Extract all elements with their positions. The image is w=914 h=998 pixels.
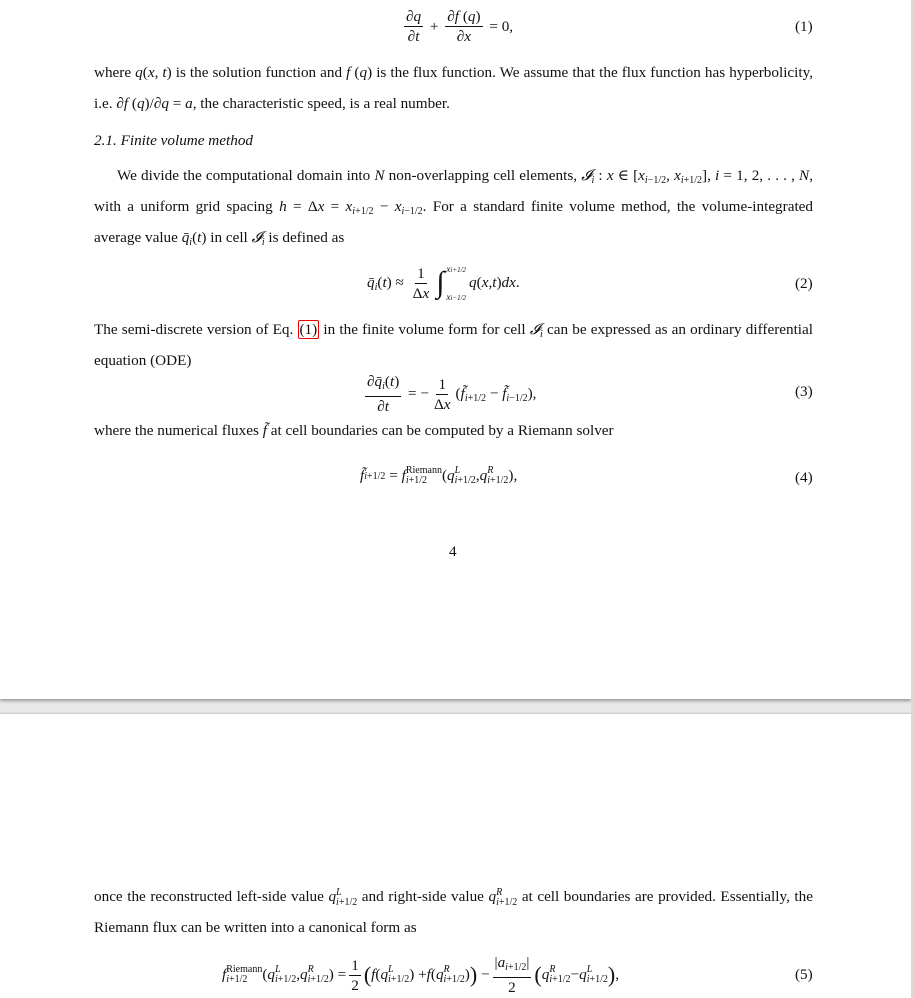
equation-1: $\frac{\partial q}{\partial t}$ + $\frac{\partial f (q)}{\partial x}$ = 0, xyxy=(406,8,514,45)
page-number: 4 xyxy=(449,543,457,560)
equation-4: f̃ i+1/2 = f Riemann i+1/2 ( q L i+1/2 , q R i+1/2 ), xyxy=(360,465,518,486)
equation-3: $\frac{\partial q̄_i(t)}{\partial t}$ = − $\frac{1}{\Delta x}$ ($f̃_{i+1/2}$ − $f̃_{i-1/2}$), xyxy=(367,373,537,415)
document-page-2 xyxy=(0,714,911,998)
equation-reference-link[interactable]: (1) xyxy=(299,321,318,338)
paragraph-2-line-3: average value $q̄_i(t)$ in cell 𝓘$_i$ is defined as xyxy=(94,229,345,248)
section-heading: 2.1. Finite volume method xyxy=(94,132,254,149)
paragraph-3-line-1: The semi-discrete version of Eq. (1) in the finite volume form for cell 𝓘$_i$ can be expressed as an ordinary differential xyxy=(94,321,813,340)
paragraph-4-line-1: where the numerical fluxes f̃ at cell boundaries can be computed by a Riemann solver xyxy=(94,422,614,439)
paragraph-5-line-1: once the reconstructed left-side value q L i+1/2 and right-side value q R i+1/2 at cell boundaries are provided. Essentially, the xyxy=(94,886,813,908)
paragraph-1-line-2: i.e. ∂f (q)/∂q = a, the characteristic speed, is a real number. xyxy=(94,95,450,112)
paragraph-1-line-1: where q(x, t) is the solution function and f (q) is the flux function. We assume that the flux function has hyperbolicity, xyxy=(94,64,814,81)
equation-4-number: (4) xyxy=(795,469,813,486)
paragraph-5-line-2: Riemann flux can be written into a canonical form as xyxy=(94,919,417,936)
paragraph-3-line-2: equation (ODE) xyxy=(94,352,192,369)
equation-1-number: (1) xyxy=(795,18,813,35)
equation-3-number: (3) xyxy=(795,383,813,400)
paragraph-2-line-1: We divide the computational domain into N non-overlapping cell elements, 𝓘$_i$ : x ∈ [$x_{i-1/2}$, $x_{i+1/2}$], i = 1, 2, . . . , N, xyxy=(117,167,813,186)
equation-2: $q̄_i$ ( t ) ≈ $\frac{1}{\Delta x}$ ∫ xi+1/2 xi−1/2 q ( x , t ) dx . xyxy=(367,264,520,302)
paragraph-2-line-2: with a uniform grid spacing $h = \Delta x = x_{i+1/2} - x_{i-1/2}$. For a standard finite volume method, the volume-integrated xyxy=(94,198,814,217)
equation-5-number: (5) xyxy=(795,966,813,983)
equation-2-number: (2) xyxy=(795,275,813,292)
equation-5: f Riemann i+1/2 ( q L i+1/2 , q R i+1/2 ) = $\frac{1}{2}$ ( f ( q L i+1/2 ) + f ( q R i+1/2 ) ) − $\frac{|a_{i+1/2}|}{2}$ ( q R i+1/2 − q L i+1/2 ) , xyxy=(222,954,620,996)
